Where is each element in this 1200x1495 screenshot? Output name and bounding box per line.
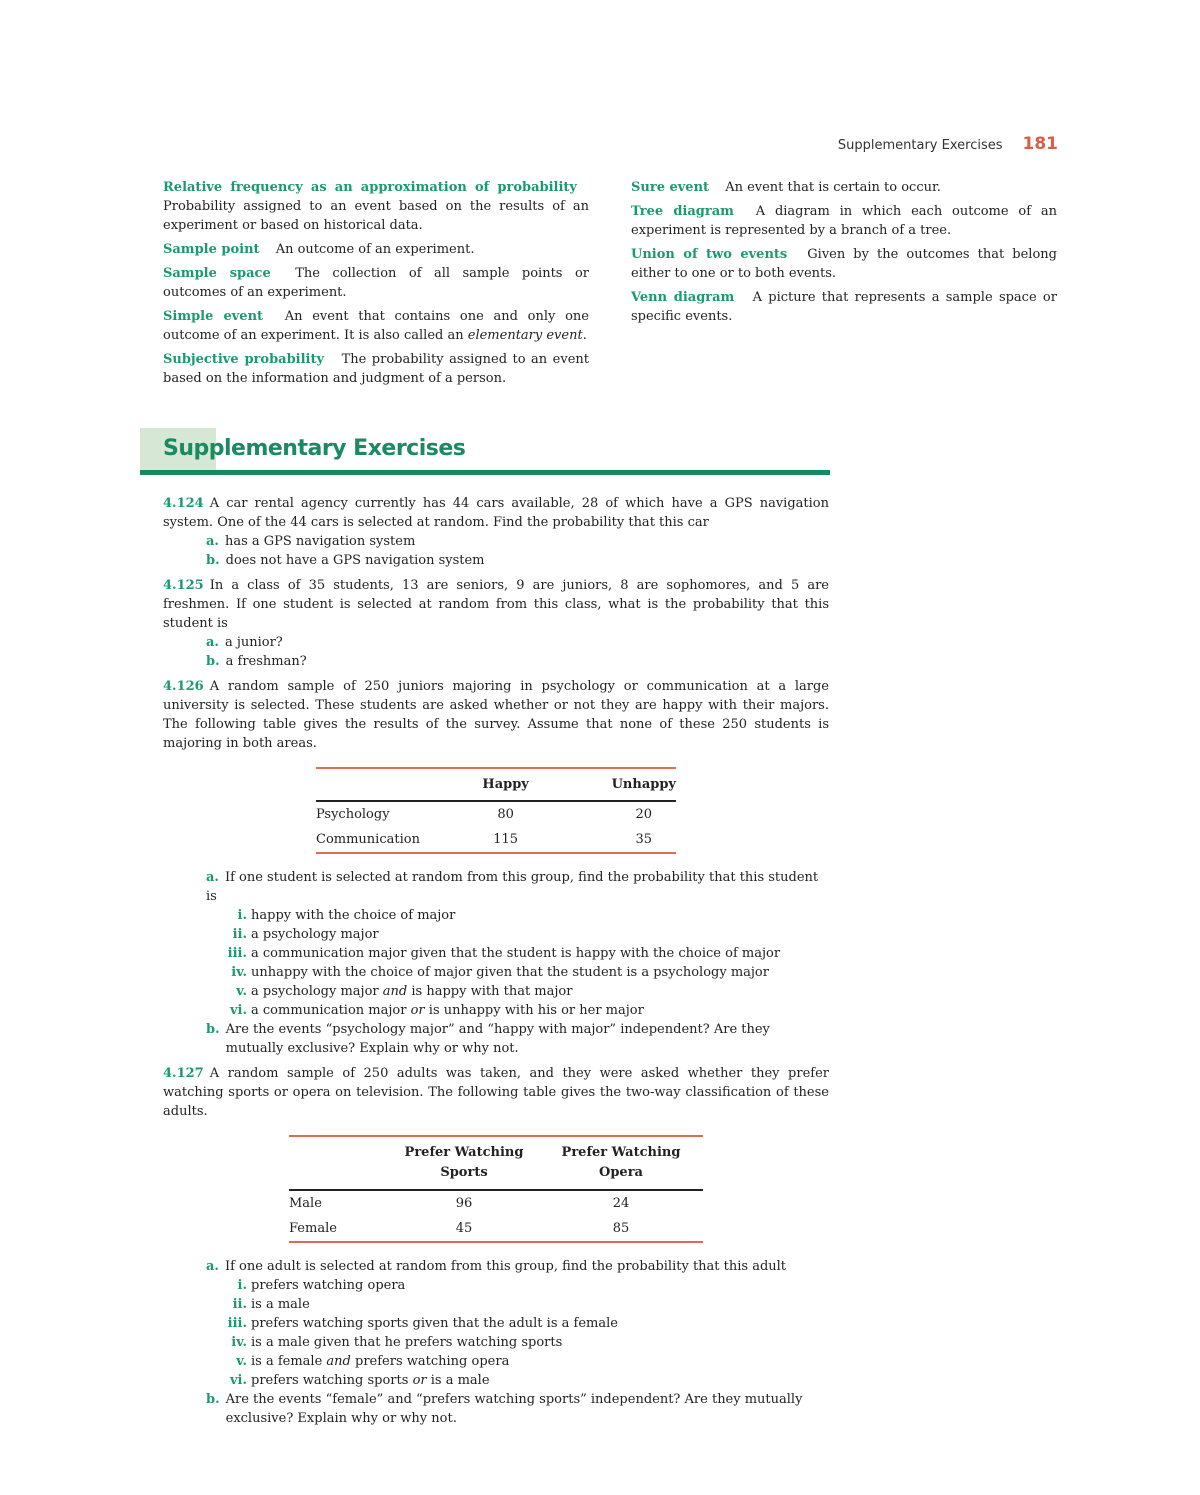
page-number: 181 [1022,134,1058,154]
subpart-label: vi. [229,1373,247,1388]
table-cell: 96 [455,1196,473,1211]
part-label: a. [206,534,219,549]
table-cell: 24 [612,1196,630,1211]
subpart-label: iii. [227,1316,247,1331]
part-a [206,532,829,551]
subpart-text: a psychology major [251,984,379,999]
glossary-right-column [631,178,1057,331]
exercise-4-126 [163,677,829,1058]
table-row [289,1190,703,1216]
column-header [389,1136,539,1190]
glossary-entry [631,202,1057,240]
column-header-line: Prefer Watching [561,1145,681,1160]
part-a [206,868,829,906]
subpart-text: is a male given that he prefers watching sports [251,1335,563,1350]
section-title: Supplementary Exercises [163,436,466,461]
glossary-entry [163,307,589,345]
subpart [227,1352,829,1371]
column-header: Unhappy [552,768,676,801]
part-label: b. [206,1392,220,1407]
part-text: does not have a GPS navigation system [225,553,485,568]
glossary-entry [163,240,589,259]
subpart [227,1333,829,1352]
subpart-text: unhappy with the choice of major given that the student is a psychology major [251,965,769,980]
subpart-label: ii. [232,927,247,942]
subpart-text: is a female [251,1354,323,1369]
part-text: If one adult is selected at random from this group, find the probability that this adult [224,1259,787,1274]
running-title: Supplementary Exercises [837,138,1003,153]
subpart-text-end: is unhappy with his or her major [428,1003,644,1018]
part-text: a freshman? [225,654,307,669]
subpart-text: prefers watching opera [251,1278,406,1293]
subpart [227,1314,829,1333]
subpart-text: happy with the choice of major [251,908,456,923]
exercise-number: 4.124 [163,496,204,511]
subpart-label: ii. [232,1297,247,1312]
subpart-label: iv. [231,1335,247,1350]
subpart [227,1295,829,1314]
glossary-entry [631,178,1057,197]
subpart-text: is a male [251,1297,310,1312]
exercise-4-127 [163,1064,829,1428]
glossary-term: Sample space [163,266,271,281]
exercise-text [163,1064,829,1121]
exercise-number: 4.125 [163,578,204,593]
subpart-text: a communication major given that the student is happy with the choice of major [251,946,781,961]
part-a [206,633,829,652]
part-b [206,551,829,570]
table-header-row [316,768,676,801]
part-label: b. [206,654,220,669]
glossary-term: Tree diagram [631,204,734,219]
subpart [227,944,829,963]
glossary-definition: Probability assigned to an event based on the results of an experiment or based on historical data. [163,199,589,233]
subpart-italic: or [410,1003,425,1018]
glossary-entry [631,245,1057,283]
part-text: has a GPS navigation system [224,534,416,549]
table-corner [316,768,459,801]
glossary-definition: An event that contains one and only one outcome of an experiment. It is also called an [163,309,589,343]
part-label: b. [206,553,220,568]
exercise-text [163,494,829,532]
exercise-number: 4.127 [163,1066,204,1081]
glossary-entry [163,178,589,235]
glossary-definition-end: . [582,328,587,343]
row-label: Psychology [316,807,390,822]
glossary-term: Subjective probability [163,352,325,367]
subpart-italic: and [326,1354,351,1369]
column-header-line: Prefer Watching [404,1145,524,1160]
part-b [206,652,829,671]
subpart-text-end: prefers watching opera [355,1354,510,1369]
row-label: Female [289,1216,389,1242]
subpart [227,1001,829,1020]
exercise-number: 4.126 [163,679,204,694]
table-cell: 35 [552,827,676,853]
subpart [227,963,829,982]
glossary-left-column [163,178,589,393]
part-text: a junior? [224,635,283,650]
glossary-term: Simple event [163,309,264,324]
glossary-definition: An event that is certain to occur. [725,180,941,195]
viewing-preference-table [289,1135,703,1243]
table-cell: 45 [389,1216,539,1242]
glossary-term: Venn diagram [631,290,735,305]
glossary-definition: A diagram in which each outcome of an experiment is represented by a branch of a tree. [631,204,1057,238]
table-cell: 115 [459,827,551,853]
glossary-term: Union of two events [631,247,788,262]
part-label: a. [206,870,219,885]
subpart-label: iv. [231,965,247,980]
part-text: If one student is selected at random from this group, find the probability that this student is [206,870,819,904]
happiness-table [316,767,676,854]
glossary-definition-italic: elementary event [467,328,583,343]
column-header-line: Sports [440,1165,488,1180]
table-cell: 20 [635,807,652,822]
subpart [227,982,829,1001]
part-a [206,1257,829,1276]
row-label: Male [289,1196,322,1211]
glossary-term: Sure event [631,180,710,195]
table-header-row [289,1136,703,1190]
exercise-statement: A random sample of 250 adults was taken, and they were asked whether they prefer watching sports or opera on television. The following table gives the two-way classification of these adults. [163,1066,829,1119]
table-row [316,827,676,853]
running-head [838,134,1058,154]
subpart-label: i. [237,1278,247,1293]
subpart [227,906,829,925]
subpart-text-end: is happy with that major [411,984,573,999]
part-label: a. [206,635,219,650]
column-header-line: Opera [599,1165,643,1180]
subpart-text: prefers watching sports given that the adult is a female [251,1316,618,1331]
subpart-label: v. [236,984,247,999]
part-text: Are the events “female” and “prefers watching sports” independent? Are they mutually exclusive? Explain why or why not. [225,1392,803,1426]
subpart-text: prefers watching sports [251,1373,409,1388]
glossary-definition: The probability assigned to an event based on the information and judgment of a person. [163,352,589,386]
subpart-label: v. [236,1354,247,1369]
subpart-label: i. [237,908,247,923]
subpart [227,1371,829,1390]
subpart-label: iii. [227,946,247,961]
table-cell: 85 [539,1216,703,1242]
glossary-definition: Given by the outcomes that belong either to one or to both events. [631,247,1057,281]
table-row [316,801,676,827]
exercise-statement: In a class of 35 students, 13 are seniors, 9 are juniors, 8 are sophomores, and 5 are freshmen. If one student is selected at random from this class, what is the probability that this student is [163,578,829,631]
column-header: Happy [459,768,551,801]
column-header [539,1136,703,1190]
glossary-term: Sample point [163,242,260,257]
glossary-definition: A picture that represents a sample space or specific events. [631,290,1057,324]
row-label: Communication [316,827,459,853]
subpart-text: a psychology major [251,927,379,942]
glossary-term: Relative frequency as an approximation of probability [163,180,577,195]
exercise-list [163,494,829,1431]
exercise-text [163,677,829,753]
exercise-4-124 [163,494,829,570]
exercise-4-125 [163,576,829,671]
part-b [206,1020,829,1058]
subpart [227,925,829,944]
part-label: b. [206,1022,220,1037]
part-b [206,1390,829,1428]
table-row [289,1216,703,1242]
glossary-entry [163,350,589,388]
glossary-entry [163,264,589,302]
table-cell: 80 [497,807,514,822]
glossary-definition: The collection of all sample points or outcomes of an experiment. [163,266,589,300]
exercise-statement: A random sample of 250 juniors majoring in psychology or communication at a large university is selected. These students are asked whether or not they are happy with their majors. The following table gives the results of the survey. Assume that none of these 250 students is majoring in both areas. [163,679,829,751]
exercise-text [163,576,829,633]
subpart-text-end: is a male [430,1373,490,1388]
part-label: a. [206,1259,219,1274]
subpart [227,1276,829,1295]
banner-rule [140,470,830,475]
subpart-italic: and [382,984,408,999]
subpart-text: a communication major [251,1003,407,1018]
glossary-entry [631,288,1057,326]
section-banner [140,428,830,478]
exercise-statement: A car rental agency currently has 44 cars available, 28 of which have a GPS navigation system. One of the 44 cars is selected at random. Find the probability that this car [163,496,829,530]
subpart-italic: or [412,1373,427,1388]
glossary-definition: An outcome of an experiment. [275,242,475,257]
part-text: Are the events “psychology major” and “happy with major” independent? Are they mutually exclusive? Explain why or why not. [225,1022,770,1056]
subpart-label: vi. [229,1003,247,1018]
table-corner [289,1136,389,1190]
